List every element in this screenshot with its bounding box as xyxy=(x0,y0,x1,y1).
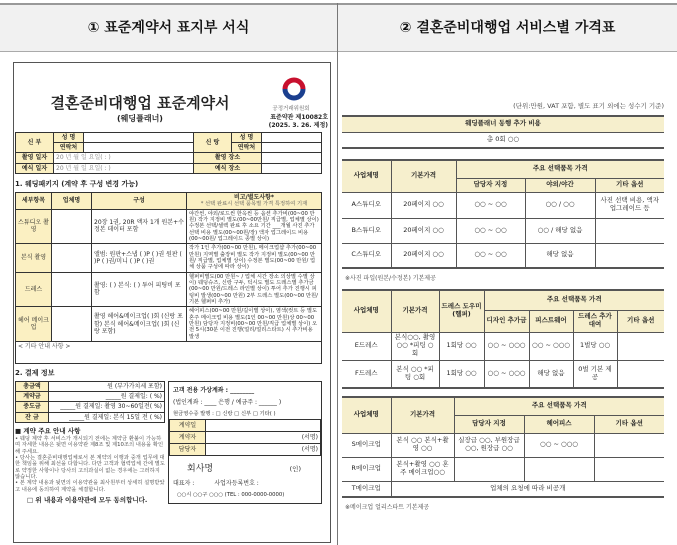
account-sign-box xyxy=(168,381,322,504)
contract-date-label: 계약일 xyxy=(170,420,206,432)
terms-date: (2025. 3. 26. 제정) xyxy=(268,122,328,129)
col-design: 디자인 추가금 xyxy=(484,310,529,332)
col-business: 사업체명 xyxy=(342,290,391,332)
company-name-label: 회사명 xyxy=(187,464,214,475)
col-main-options: 주요 선택품목 가격 xyxy=(454,397,664,415)
bride-label: 신 부 xyxy=(16,133,54,153)
package-row xyxy=(16,307,322,342)
pkg-config: 촬영 헤어&메이크업( )회 (신랑 포함) 본식 헤어&메이크업( )회 (신랑 포함) xyxy=(92,307,187,342)
dress-helper: 1회당 ○○ xyxy=(439,332,484,360)
studio-manager: ○○ ~ ○○ xyxy=(456,192,525,218)
planner-fee-table xyxy=(342,115,664,149)
price-list xyxy=(342,101,664,511)
studio-name: C스튜디오 xyxy=(342,243,391,268)
bride-contact-field[interactable] xyxy=(84,143,194,153)
groom-label: 신 랑 xyxy=(194,133,232,153)
dress-price-table xyxy=(342,289,664,389)
couple-info-table xyxy=(15,132,322,174)
col-business: 사업체명 xyxy=(342,160,391,192)
dress-name: E드레스 xyxy=(342,332,391,360)
studio-other xyxy=(595,218,664,243)
total-label: 총금액 xyxy=(16,382,49,392)
studio-row xyxy=(342,218,664,243)
bride-name-label: 성 명 xyxy=(54,133,84,143)
groom-name-field[interactable] xyxy=(262,133,322,143)
col-config: 구성 xyxy=(92,193,187,210)
studio-night: 해당 없음 xyxy=(525,243,595,268)
studio-night: ○○ / 해당 없음 xyxy=(525,218,595,243)
col-item: 세부항목 xyxy=(16,193,52,210)
col-base-price: 기본가격 xyxy=(391,397,454,433)
contract-body xyxy=(15,179,322,504)
dress-row xyxy=(342,332,664,360)
col-main-options: 주요 선택품목 가격 xyxy=(484,290,664,310)
contractor-label: 계약자 xyxy=(170,432,206,444)
dress-row xyxy=(342,360,664,388)
interim-field[interactable]: _____원 결제일: 촬영 30~60일전( %) xyxy=(49,402,165,412)
interim-label: 중도금 xyxy=(16,402,49,412)
seal-mark: (인) xyxy=(289,465,301,474)
groom-contact-label: 연락처 xyxy=(232,143,262,153)
agency-name: 공정거래위원회 xyxy=(272,106,310,112)
panel-divider xyxy=(337,3,338,545)
dress-base: 본식 ○○ *피팅 ○회 xyxy=(391,360,439,388)
vendor-field[interactable] xyxy=(52,244,92,272)
dress-name: F드레스 xyxy=(342,360,391,388)
col-other: 기타 옵션 xyxy=(617,310,664,332)
remarks-note: * 선택 완료시 선택 품목별 가격 특정하여 기재 xyxy=(200,201,308,208)
pkg-remarks: 헤어피스(00~00 만원/길이별 상이), 염색(컷트 등 별도 혼주 메이크업 비용 별도(1인 00~00 만원)상 00~00 만원) 담당자 지정비(00~00 만원/직급 업체별 상이) 오전 5시(30분 이전 진행(얼리/얼리스타트) 시 추가비용 발생 xyxy=(187,307,322,342)
pkg-item: 드레스 xyxy=(16,272,52,307)
notice-item: • 본 계약 내용과 뒷면의 이용약관을 최사원부터 상세히 설명받았고 내용에 동의하여 계약을 체결합니다. xyxy=(15,480,165,493)
notice-list xyxy=(15,436,165,493)
balance-label: 잔 금 xyxy=(16,412,49,422)
dress-helper: 1회당 ○○ xyxy=(439,360,484,388)
pkg-item: 스튜디오 촬영 xyxy=(16,209,52,244)
pkg-item: 헤어 메이크업 xyxy=(16,307,52,342)
studio-row xyxy=(342,192,664,218)
bride-name-field[interactable] xyxy=(84,133,194,143)
business-number-label: 사업자등록번호 : xyxy=(214,480,259,488)
bride-contact-label: 연락처 xyxy=(54,143,84,153)
col-piece: 피스트웨어 xyxy=(529,310,573,332)
manager-label: 담당자 xyxy=(170,444,206,456)
cash-receipt-options[interactable]: 현금영수증 발행 : □ 신랑 □ 신부 □ 기타( ) xyxy=(173,411,276,418)
wedding-date-label: 예식 일자 xyxy=(16,163,54,173)
makeup-note: ※메이크업 얼리스타트 기본제공 xyxy=(345,504,430,511)
package-row xyxy=(16,209,322,244)
col-manager: 담당자 지정 xyxy=(456,178,525,192)
deposit-label: 계약금 xyxy=(16,392,49,402)
studio-row xyxy=(342,243,664,268)
studio-other: 사진 선택 비용, 액자 업그레이드 등 xyxy=(595,192,664,218)
col-extra-dress: 드레스 추가 대여 xyxy=(573,310,617,332)
col-remarks: 비고/별도사항* xyxy=(233,194,275,201)
agree-checkbox[interactable]: □ 위 내용과 이용약관에 모두 동의합니다. xyxy=(27,495,148,504)
pkg-config: 앨범: 원판+스냅 ( )P ( )권 원판 ( )P ( )권/미니 ( )P ( )권 xyxy=(92,244,187,272)
col-vendor: 업체명 xyxy=(52,193,92,210)
col-night: 야외/야간 xyxy=(525,178,595,192)
package-row xyxy=(16,244,322,272)
studio-name: A스튜디오 xyxy=(342,192,391,218)
virtual-account-field[interactable]: 고객 전용 가상계좌 : ________ xyxy=(173,387,255,395)
ftc-logo-icon xyxy=(281,76,307,102)
planner-fee-header: 웨딩플래너 동행 추가 비용 xyxy=(342,116,664,132)
makeup-row xyxy=(342,433,664,457)
package-row xyxy=(16,272,322,307)
section2-heading: 2. 결제 정보 xyxy=(15,369,55,378)
studio-price-table xyxy=(342,159,664,269)
contract-date-field[interactable] xyxy=(206,420,321,432)
col-manager: 담당자 지정 xyxy=(454,415,524,433)
balance-field[interactable]: _____원 결제일: 본식 15일 전 ( %) xyxy=(49,412,165,422)
pkg-config: 촬영: ( ) 본식: ( ) 투어 피팅비 포함 xyxy=(92,272,187,307)
makeup-price-table xyxy=(342,396,664,498)
wedding-place-field[interactable] xyxy=(262,163,322,173)
section1-heading: 1. 웨딩패키지 (계약 후 구성 변경 가능) xyxy=(15,180,139,188)
terms-number: 표준약관 제10082호 xyxy=(270,114,328,121)
makeup-other xyxy=(594,433,664,457)
contract-title: 결혼준비대행업 표준계약서 xyxy=(50,94,230,112)
makeup-base: 본식+촬영 ○○ 혼주 메이크업○○ xyxy=(391,457,454,481)
notice-title: ■ 계약 주요 안내 사항 xyxy=(15,426,81,435)
shoot-date-field[interactable]: 20 년 월 일 요일( : ) xyxy=(54,153,194,163)
makeup-name: R메이크업 xyxy=(342,457,391,481)
right-panel-title: ② 결혼준비대행업 서비스별 가격표 xyxy=(399,20,616,36)
studio-base: 20페이지 ○○ xyxy=(391,243,456,268)
vendor-field[interactable] xyxy=(52,307,92,342)
col-main-options: 주요 선택품목 가격 xyxy=(456,160,664,178)
makeup-undisclosed: 업체의 요청에 따라 비공개 xyxy=(391,481,664,497)
notice-item: • 웨딩 계약 후 서비스가 개시되기 전에는 계약금 환불이 가능하며 자세한 내용은 뒷면 이용약관 제8조 및 제10조의 내용을 확인해 주세요. xyxy=(15,435,164,455)
dress-other xyxy=(617,360,664,388)
deposit-field[interactable]: _____원 결제일: ( %) xyxy=(49,392,165,402)
studio-name: B스튜디오 xyxy=(342,218,391,243)
other-notes-box[interactable] xyxy=(16,342,322,364)
vendor-field[interactable] xyxy=(52,272,92,307)
col-business: 사업체명 xyxy=(342,397,391,433)
makeup-manager xyxy=(454,457,524,481)
package-table xyxy=(15,192,322,364)
dress-other xyxy=(617,332,664,360)
makeup-name: S메이크업 xyxy=(342,433,391,457)
wedding-place-label: 예식 장소 xyxy=(194,163,262,173)
header-bar xyxy=(0,3,677,52)
groom-name-label: 성 명 xyxy=(232,133,262,143)
wedding-date-field[interactable]: 20 년 월 일 요일( : ) xyxy=(54,163,194,173)
planner-fee-value: 총 0회 ○○ xyxy=(342,132,664,148)
col-other: 기타 옵션 xyxy=(595,178,664,192)
corp-account-field[interactable]: (법인계좌 : ____ 은행 / 예금주 : ______ ) xyxy=(173,399,282,407)
representative-label: 대표자 : xyxy=(173,480,195,488)
notice-item: • 당사는 결혼준비대행업체로서 본 계약의 이행과 중개 업무에 대한 책임을 위해 최선을 다합니다. 다만 고객과 협력업체 간에 별도로 약정한 사항이나 당사의 고의과실이 없는 경우에는 그러하지 않습니다. xyxy=(15,454,165,480)
signature-table xyxy=(169,419,321,456)
pkg-item: 본식 촬영 xyxy=(16,244,52,272)
other-notes-label: < 기타 안내 사항 > xyxy=(18,343,71,351)
groom-contact-field[interactable] xyxy=(262,143,322,153)
dress-design: ○○ ~ ○○○ xyxy=(484,360,529,388)
studio-manager: ○○ ~ ○○ xyxy=(456,218,525,243)
dress-design: ○○ ~ ○○○ xyxy=(484,332,529,360)
col-base-price: 기본가격 xyxy=(391,160,456,192)
payment-table xyxy=(15,381,165,423)
studio-base: 20페이지 ○○ xyxy=(391,218,456,243)
makeup-hair xyxy=(524,457,594,481)
payment-section xyxy=(15,381,322,504)
payment-left xyxy=(15,381,165,504)
pkg-remarks: 헬퍼비별도(00 만원~ / 업체 시간 장소 의상별 수별 상이) 웨딩슈즈, 신랑 구두, 턱시도 별도 드레스별 추가금(00~00 만원/드레스 라인별 상이) 투어 추가 진행시 피팅비 발생(00~00 만원) 2부 드레스 별도(00~00 만원/기본 헬퍼비 추가) xyxy=(187,272,322,307)
dress-extra: 0벌 기본 제공 xyxy=(573,360,617,388)
col-base-price: 기본가격 xyxy=(391,290,439,332)
studio-other xyxy=(595,243,664,268)
unit-note: (단위:만원, VAT 포함, 별도 표기 외에는 성수기 기준) xyxy=(513,102,664,110)
makeup-name: T메이크업 xyxy=(342,481,391,497)
dress-base: 본식○○, 촬영○○ *피팅 ○회 xyxy=(391,332,439,360)
dress-piece: ○○ ~ ○○○ xyxy=(529,332,573,360)
pkg-config: 20장 1권, 20R 액자 1개 원본+수정본 데이터 포함 xyxy=(92,209,187,244)
shoot-place-field[interactable] xyxy=(262,153,322,163)
contract-subtitle: (웨딩플래너) xyxy=(117,114,163,123)
makeup-row xyxy=(342,457,664,481)
col-other: 기타 옵션 xyxy=(594,415,664,433)
makeup-other xyxy=(594,457,664,481)
makeup-row xyxy=(342,481,664,497)
studio-note: ※사진 파일(원본/수정본) 기본제공 xyxy=(345,275,436,282)
pkg-remarks: 야간씬, 야외/로드씬 한옥씬 등 옵션 추가비(00~00 만원) 작가 지정비 별도(00~00만원/ 직급별, 업체별 상이) 수정본 선택/셀렉 완료 후 소요 기간 ___개월 사진 추가 선택 비용 별도(00~00원/장) 액자 업그레이드 비용(00~00원/ 업그레이드 종별 상이) xyxy=(187,209,322,244)
col-helper: 드레스 도우미 (헬퍼) xyxy=(439,290,484,332)
left-panel-title: ① 표준계약서 표지부 서식 xyxy=(87,20,250,36)
pkg-remarks: 작가 1인 추가(00~00 만원), 메이크업샵 추가(00~00 만원) 지역별 출장비 별도 작가 지정비 별도(00~00 만원/ 직급별, 업체별 상이) 수정본 별도(00~00 만원/ 업체 상품 구성에 따라 상이) xyxy=(187,244,322,272)
studio-night: ○○ / ○○ xyxy=(525,192,595,218)
contractor-sign-field[interactable]: (서명) xyxy=(206,432,321,444)
makeup-manager: 실장급 ○○, 부원장급 ○○, 원장급 ○○ xyxy=(454,433,524,457)
vendor-field[interactable] xyxy=(52,209,92,244)
dress-extra: 1벌당 ○○ xyxy=(573,332,617,360)
makeup-base: 본식 ○○ 본식+촬영 ○○ xyxy=(391,433,454,457)
shoot-place-label: 촬영 장소 xyxy=(194,153,262,163)
company-address: ○○시 ○○구 ○○○ (TEL : 000-0000-0000) xyxy=(177,492,285,499)
makeup-hair: ○○ ~ ○○○ xyxy=(524,433,594,457)
col-hairpiece: 헤어피스 xyxy=(524,415,594,433)
studio-manager: ○○ ~ ○○ xyxy=(456,243,525,268)
manager-sign-field[interactable]: (서명) xyxy=(206,444,321,456)
shoot-date-label: 촬영 일자 xyxy=(16,153,54,163)
dress-piece: 해당 없음 xyxy=(529,360,573,388)
total-field[interactable]: 원 (부가가치세 포함) xyxy=(49,382,165,392)
studio-base: 20페이지 ○○ xyxy=(391,192,456,218)
